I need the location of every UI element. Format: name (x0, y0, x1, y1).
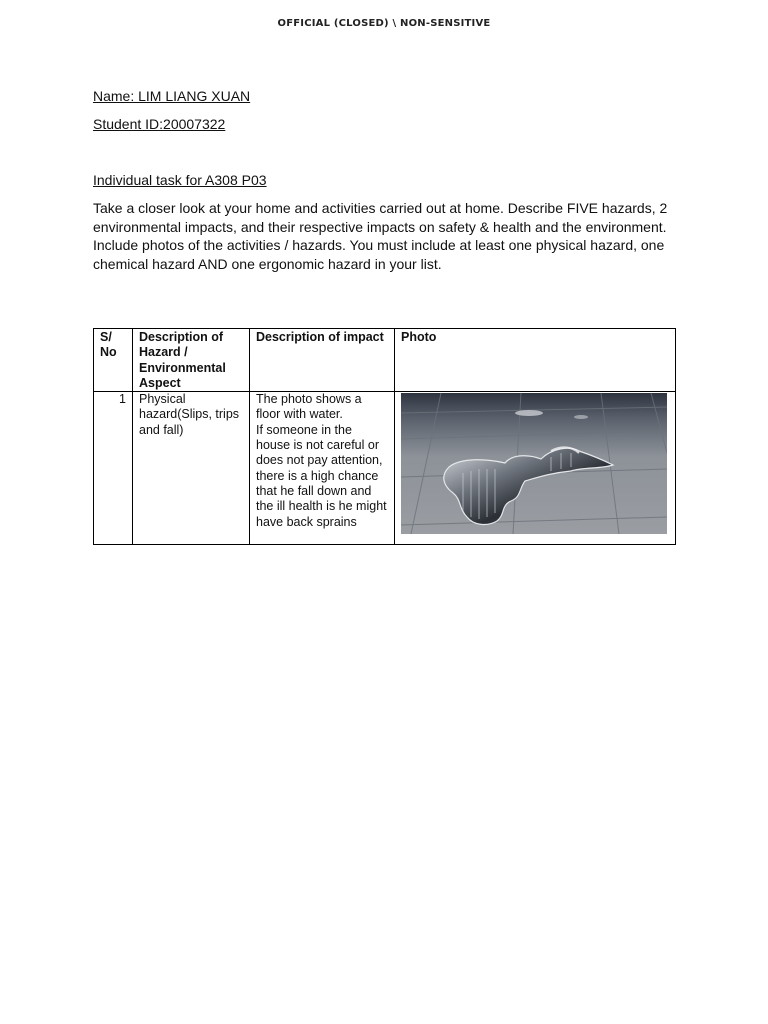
header-photo: Photo (395, 329, 676, 392)
table-header-row (94, 329, 676, 392)
table-row (94, 392, 676, 545)
row-sno: 1 (94, 392, 133, 545)
row-description: Physical hazard(Slips, trips and fall) (133, 392, 250, 545)
impact-line: If someone in the house is not careful or does not pay attention, there is a high chance that he fall down and the ill health is he might have back sprains (256, 422, 387, 529)
header-description: Description of Hazard / Environmental Aspect (133, 329, 250, 392)
header-sno: S/ No (94, 329, 133, 392)
student-id: Student ID:20007322 (93, 116, 226, 132)
hazard-table (93, 328, 676, 545)
water-puddle-photo-icon (401, 393, 667, 534)
impact-line: The photo shows a floor with water. (256, 392, 362, 422)
task-title: Individual task for A308 P03 (93, 172, 267, 188)
row-photo (395, 392, 676, 545)
classification-header: OFFICIAL (CLOSED) \ NON-SENSITIVE (277, 18, 491, 29)
header-impact: Description of impact (250, 329, 395, 392)
student-name: Name: LIM LIANG XUAN (93, 88, 251, 104)
task-instructions: Take a closer look at your home and activities carried out at home. Describe FIVE hazards, 2 environmental impacts, and their respective impacts on safety & health and the environment. Include photos of the activities / hazards. You must include at least one physical hazard, one chemical hazard AND one ergonomic hazard in your list. (93, 200, 668, 272)
row-impact (250, 392, 395, 545)
